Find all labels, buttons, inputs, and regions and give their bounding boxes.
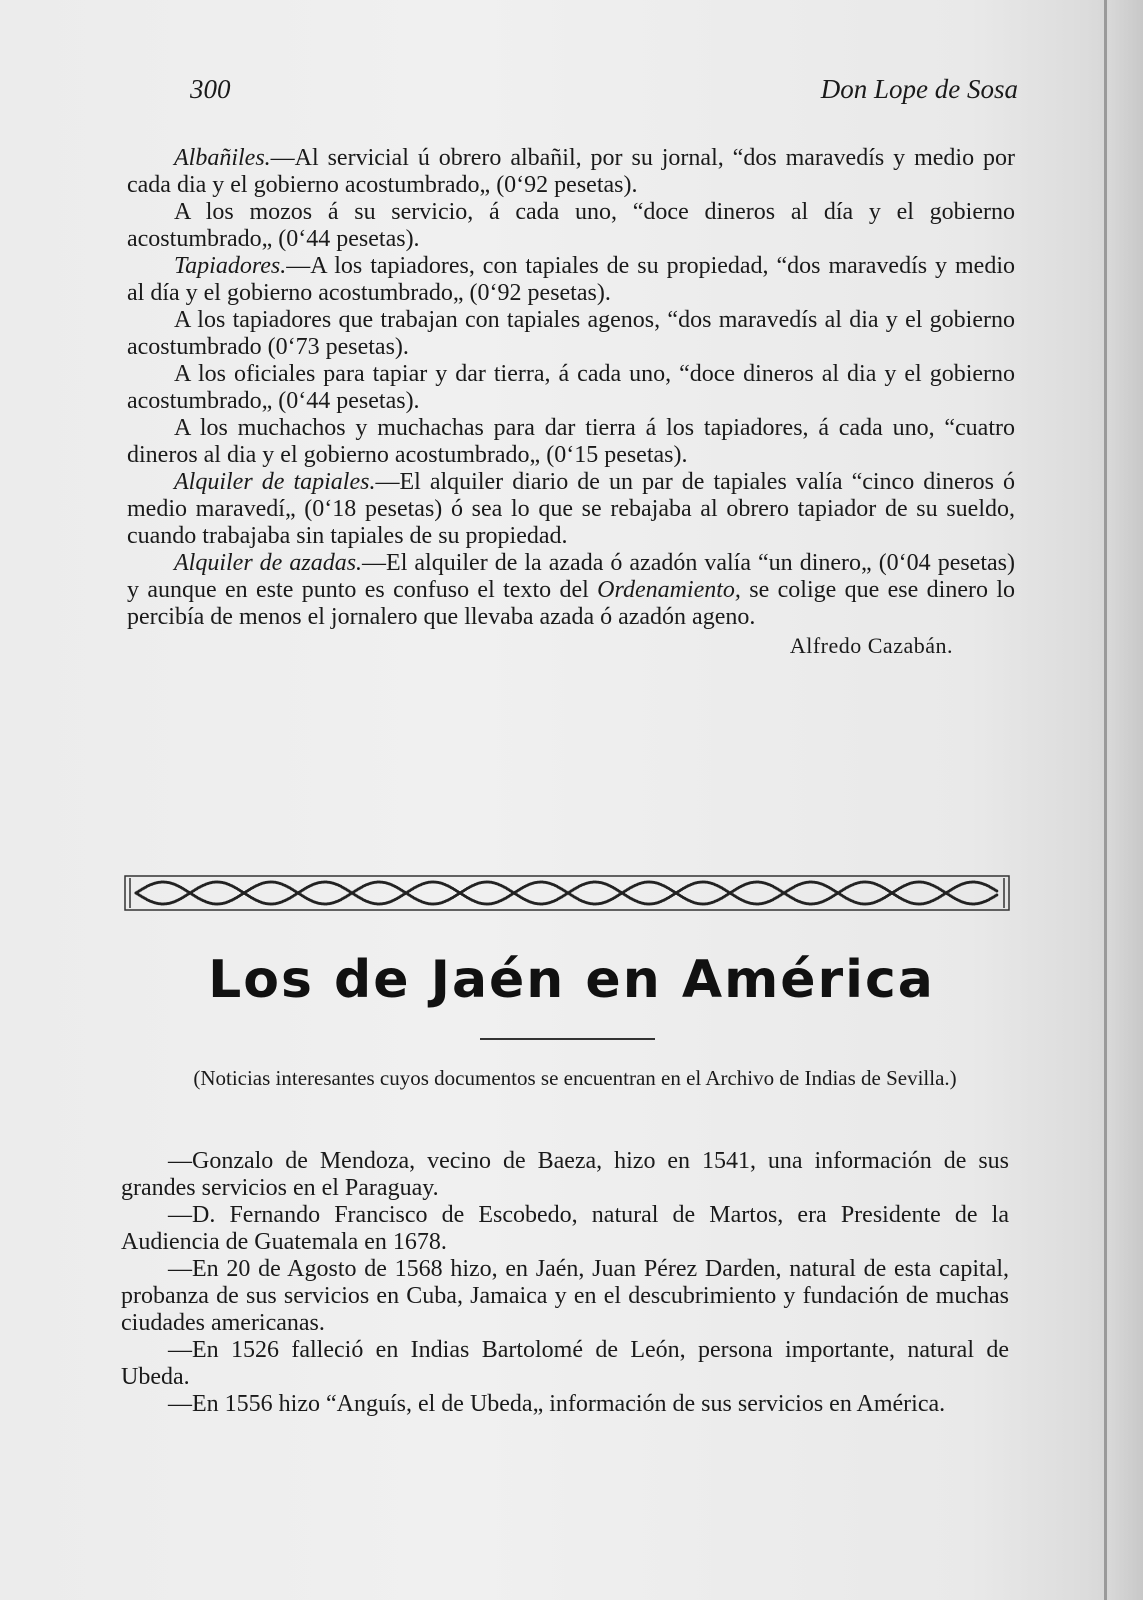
wages-section	[127, 145, 1015, 659]
paragraph-italic-term: Ordenamiento,	[597, 577, 741, 603]
section-title: Los de Jaén en América	[208, 950, 935, 1010]
paragraph-muchachos: A los muchachos y muchachas para dar tierra á los tapiadores, á cada uno, “cuatro dineros al dia y el gobierno acostumbrado„ (0‘15 pesetas).	[127, 415, 1015, 468]
paragraph-label: Albañiles.	[174, 145, 271, 171]
running-title: Don Lope de Sosa	[820, 74, 1018, 104]
next-page-edge	[1109, 0, 1143, 1600]
notice-paragraph: —D. Fernando Francisco de Escobedo, natural de Martos, era Presidente de la Audiencia de Guatemala en 1678.	[121, 1202, 1009, 1255]
notice-paragraph: —En 1526 falleció en Indias Bartolomé de León, persona importante, natural de Ubeda.	[121, 1337, 1009, 1390]
notices-section	[121, 1148, 1009, 1418]
paragraph-text: se colige que ese dinero lo percibía de menos el jornalero que llevaba azada ó azadón ageno.	[127, 577, 1015, 630]
notice-paragraph: —En 1556 hizo “Anguís, el de Ubeda„ información de sus servicios en América.	[168, 1391, 946, 1417]
paragraph-tapiales-agenos: A los tapiadores que trabajan con tapiales agenos, “dos maravedís al dia y el gobierno acostumbrado (0‘73 pesetas).	[127, 307, 1015, 360]
paragraph-label: Alquiler de tapiales.	[174, 469, 376, 495]
notice-paragraph: —Gonzalo de Mendoza, vecino de Baeza, hizo en 1541, una información de sus grandes servicios en el Paraguay.	[121, 1148, 1009, 1201]
paragraph-alquiler-azadas	[127, 550, 1015, 631]
paragraph-tapiadores	[127, 253, 1015, 307]
paragraph-mozos: A los mozos á su servicio, á cada uno, “doce dineros al día y el gobierno acostumbrado„ (0‘44 pesetas).	[127, 199, 1015, 252]
paragraph-text: —A los tapiadores, con tapiales de su propiedad, “dos maravedís y medio al día y el gobierno acostumbrado„ (0‘92 pesetas).	[127, 253, 1015, 306]
page-number: 300	[190, 74, 231, 104]
paragraph-text: —El alquiler de la azada ó azadón valía “un dinero„ (0‘04 pesetas) y aunque en este punto es confuso el texto del	[127, 550, 1015, 603]
paragraph-text: —Al servicial ú obrero albañil, por su jornal, “dos maravedís y medio por cada dia y el gobierno acostumbrado„ (0‘92 pesetas).	[127, 145, 1015, 198]
paragraph-label: Tapiadores.	[174, 253, 287, 279]
notice-paragraph: —En 20 de Agosto de 1568 hizo, en Jaén, Juan Pérez Darden, natural de esta capital, probanza de sus servicios en Cuba, Jamaica y en el descubrimiento y fundación de muchas ciudades americanas.	[121, 1256, 1009, 1336]
section-subtitle: (Noticias interesantes cuyos documentos se encuentran en el Archivo de Indias de Sevilla.)	[193, 1066, 957, 1090]
author-signature: Alfredo Cazabán.	[789, 633, 953, 658]
decorative-ornament-border	[124, 875, 1010, 911]
page-gutter-line	[1104, 0, 1107, 1600]
paragraph-albaniles	[127, 145, 1015, 199]
paragraph-text: —El alquiler diario de un par de tapiales valía “cinco dineros ó medio maravedí„ (0‘18 pesetas) ó sea lo que se rebajaba al obrero tapiador de su sueldo, cuando trabajaba sin tapiales de su propiedad.	[127, 469, 1015, 549]
title-divider	[480, 1038, 655, 1040]
paragraph-label: Alquiler de azadas.	[174, 550, 363, 576]
paragraph-oficiales: A los oficiales para tapiar y dar tierra, á cada uno, “doce dineros al dia y el gobierno acostumbrado„ (0‘44 pesetas).	[127, 361, 1015, 414]
paragraph-alquiler-tapiales	[127, 469, 1015, 550]
